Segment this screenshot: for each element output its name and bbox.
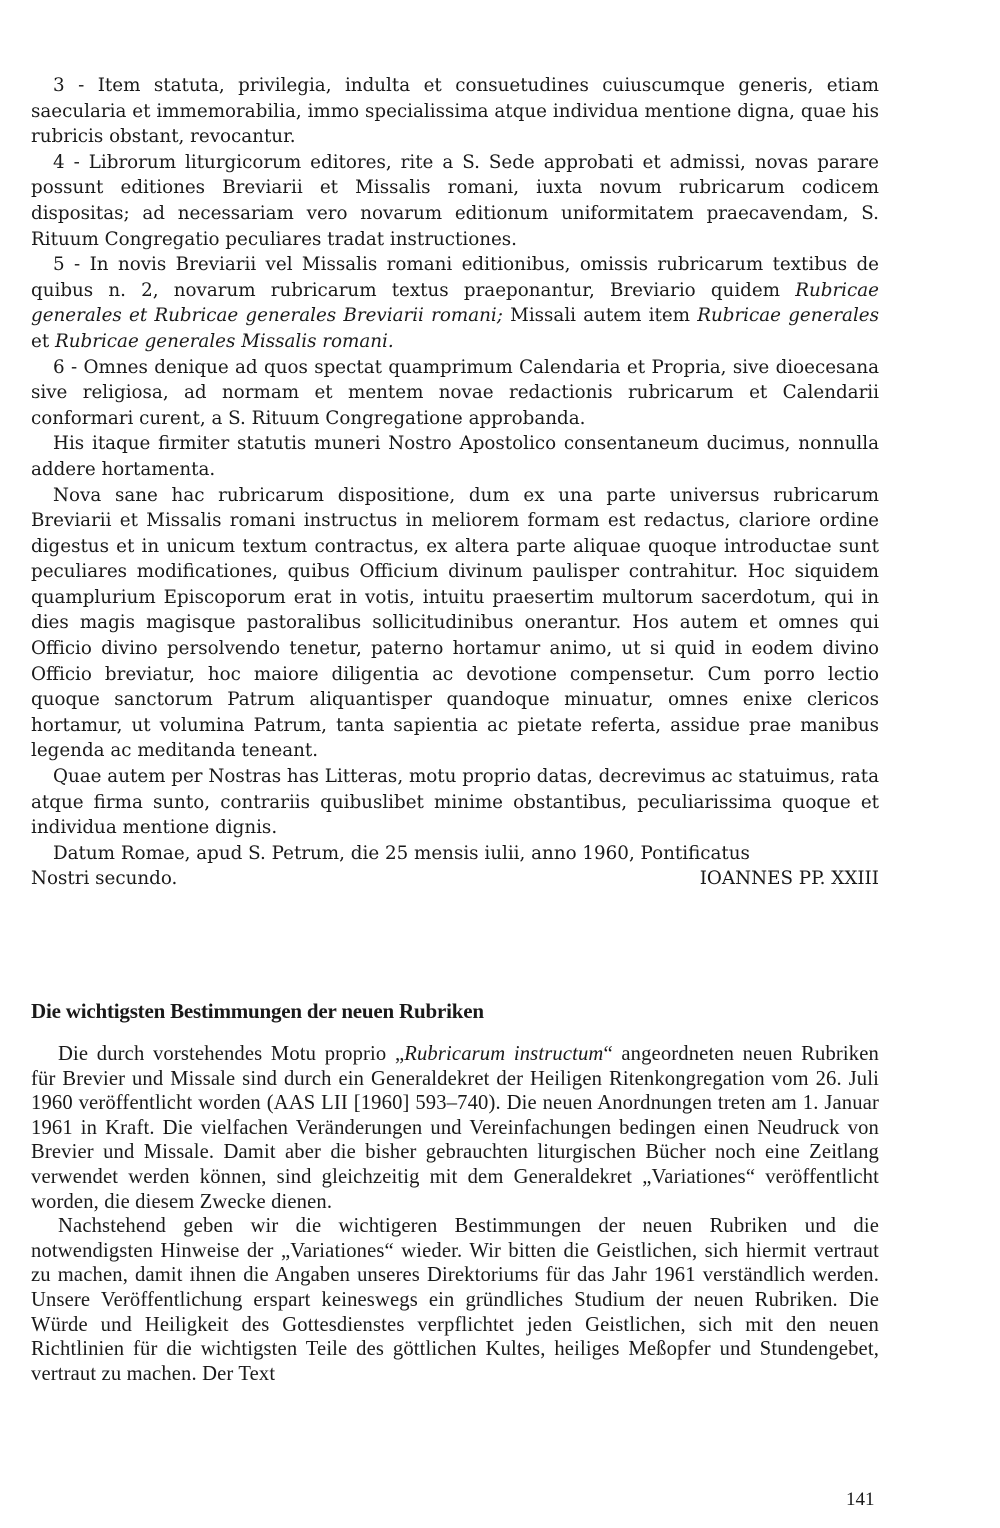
- section-heading: Die wichtigsten Bestimmungen der neuen Rubriken: [31, 999, 484, 1023]
- latin-paragraph-3: 3 - Item statuta, privilegia, indulta et consuetudines cuiuscumque generis, etiam saecularia et immemorabilia, immo specialissima atque individua mentione digna, quae his rubricis obstant, revocantur.: [31, 75, 879, 148]
- dating-line-2: [31, 866, 879, 892]
- latin-paragraph-5: [31, 252, 879, 354]
- latin-paragraph-dispositione: Nova sane hac rubricarum dispositione, dum ex una parte universus rubricarum Breviarii et Missalis romani instructus in meliorem formam est redactus, clariore ordine digestus et in unicum textum contractus, ex altera parte aliquae quoque introductae sunt peculiares modificationes, quibus Officium divinum paulisper contrahitur. Hoc siquidem quamplurium Episcoporum erat in votis, intuitu praesertim multorum sacerdotum, qui in dies magis magisque pastoralibus sollicitudinibus onerantur. Hos autem et omnes qui Officio divino persolvendo tenetur, paterno hortamur animo, ut si quid in eodem divino Officio breviatur, hoc maiore diligentia ac devotione compensetur. Cum porro lectio quoque sanctorum Patrum aliquantisper quandoque minuatur, omnes enixe clericos hortamur, ut volumina Patrum, tanta sapientia ac pietate referta, assidue prae manibus legenda ac meditanda teneant.: [31, 484, 879, 762]
- latin-paragraph-5-text-3: et: [31, 330, 55, 352]
- german-paragraph-1-text: Die durch vorstehendes Motu proprio „: [58, 1043, 405, 1065]
- latin-paragraph-5-italic-breviarii: Rubricae generales et Rubricae generales Breviarii romani;: [31, 279, 879, 327]
- german-paragraph-1: [31, 1042, 879, 1214]
- latin-paragraph-5-text: 5 - In novis Breviarii vel Missalis romani editionibus, omissis rubricarum textibus de quibus n. 2, novarum rubricarum textus praeponantur, Breviario quidem: [31, 254, 879, 301]
- papal-signature: IOANNES PP. XXIII: [699, 868, 879, 890]
- dating-line: Datum Romae, apud S. Petrum, die 25 mensis iulii, anno 1960, Pontificatus: [53, 842, 750, 864]
- german-paragraph-1-text-2: “ angeordneten neuen Rubriken für Brevier und Missale sind durch ein Generaldekret der Heiligen Ritenkongregation vom 26. Juli 1960 veröffentlicht worden (AAS LII [1960] 593–740). Die neuen Anordnungen treten am 1. Januar 1961 in Kraft. Die vielfachen Veränderungen und Vereinfachungen bedingen einen Neudruck von Brevier und Missale. Damit aber die bisher gebrauchten liturgischen Bücher noch eine Zeitlang verwendet werden können, sind gleichzeitig mit dem Generaldekret „Variationes“ veröffentlicht worden, die diesem Zwecke dienen.: [31, 1043, 879, 1213]
- german-paragraph-1-italic: Rubricarum instructum: [404, 1043, 604, 1065]
- latin-paragraph-5-italic-missalis: Rubricae generales Missalis romani.: [54, 330, 394, 352]
- latin-paragraph-6: 6 - Omnes denique ad quos spectat quamprimum Calendaria et Propria, sive dioecesana sive religiosa, ad normam et mentem novae redactionis rubricarum et Calendarii conformari curent, a S. Rituum Congregatione approbanda.: [31, 356, 879, 429]
- german-paragraph-2: Nachstehend geben wir die wichtigeren Bestimmungen der neuen Rubriken und die notwendigsten Hinweise der „Variationes“ wieder. Wir bitten die Geistlichen, sich hiermit vertraut zu machen, damit ihnen die Angaben unseres Direktoriums für das Jahr 1961 verständlich werden. Unsere Veröffentlichung erspart keineswegs ein gründliches Studium der neuen Rubriken. Die Würde und Heiligkeit des Gottesdienstes verpflichtet jeden Geistlichen, sich mit den neuen Richtlinien für die wichtigsten Teile des göttlichen Kultes, heiliges Meßopfer und Stundengebet, vertraut zu machen. Der Text: [31, 1215, 879, 1385]
- dating-closing: Nostri secundo.: [31, 868, 178, 890]
- latin-paragraph-4: 4 - Librorum liturgicorum editores, rite a S. Sede approbati et admissi, novas parare possunt editiones Breviarii et Missalis romani, iuxta novum rubricarum codicem dispositas; ad necessariam vero novarum editionum uniformitatem praecavendam, S. Rituum Congregatio peculiares tradat instructiones.: [31, 151, 879, 250]
- latin-paragraph-5-text-2: Missali autem item: [502, 305, 698, 327]
- latin-text-block: [31, 73, 879, 892]
- page-number: 141: [846, 1489, 875, 1510]
- latin-paragraph-hortamenta: His itaque firmiter statutis muneri Nostro Apostolico consentaneum ducimus, nonnulla addere hortamenta.: [31, 433, 879, 480]
- german-text-block: [31, 1042, 879, 1386]
- latin-paragraph-5-italic-generales: Rubricae generales: [697, 305, 879, 327]
- latin-paragraph-decrevimus: Quae autem per Nostras has Litteras, motu proprio datas, decrevimus ac statuimus, rata atque firma sunto, contrariis quibuslibet minime obstantibus, peculiarissima quoque et individua mentione dignis.: [31, 766, 879, 839]
